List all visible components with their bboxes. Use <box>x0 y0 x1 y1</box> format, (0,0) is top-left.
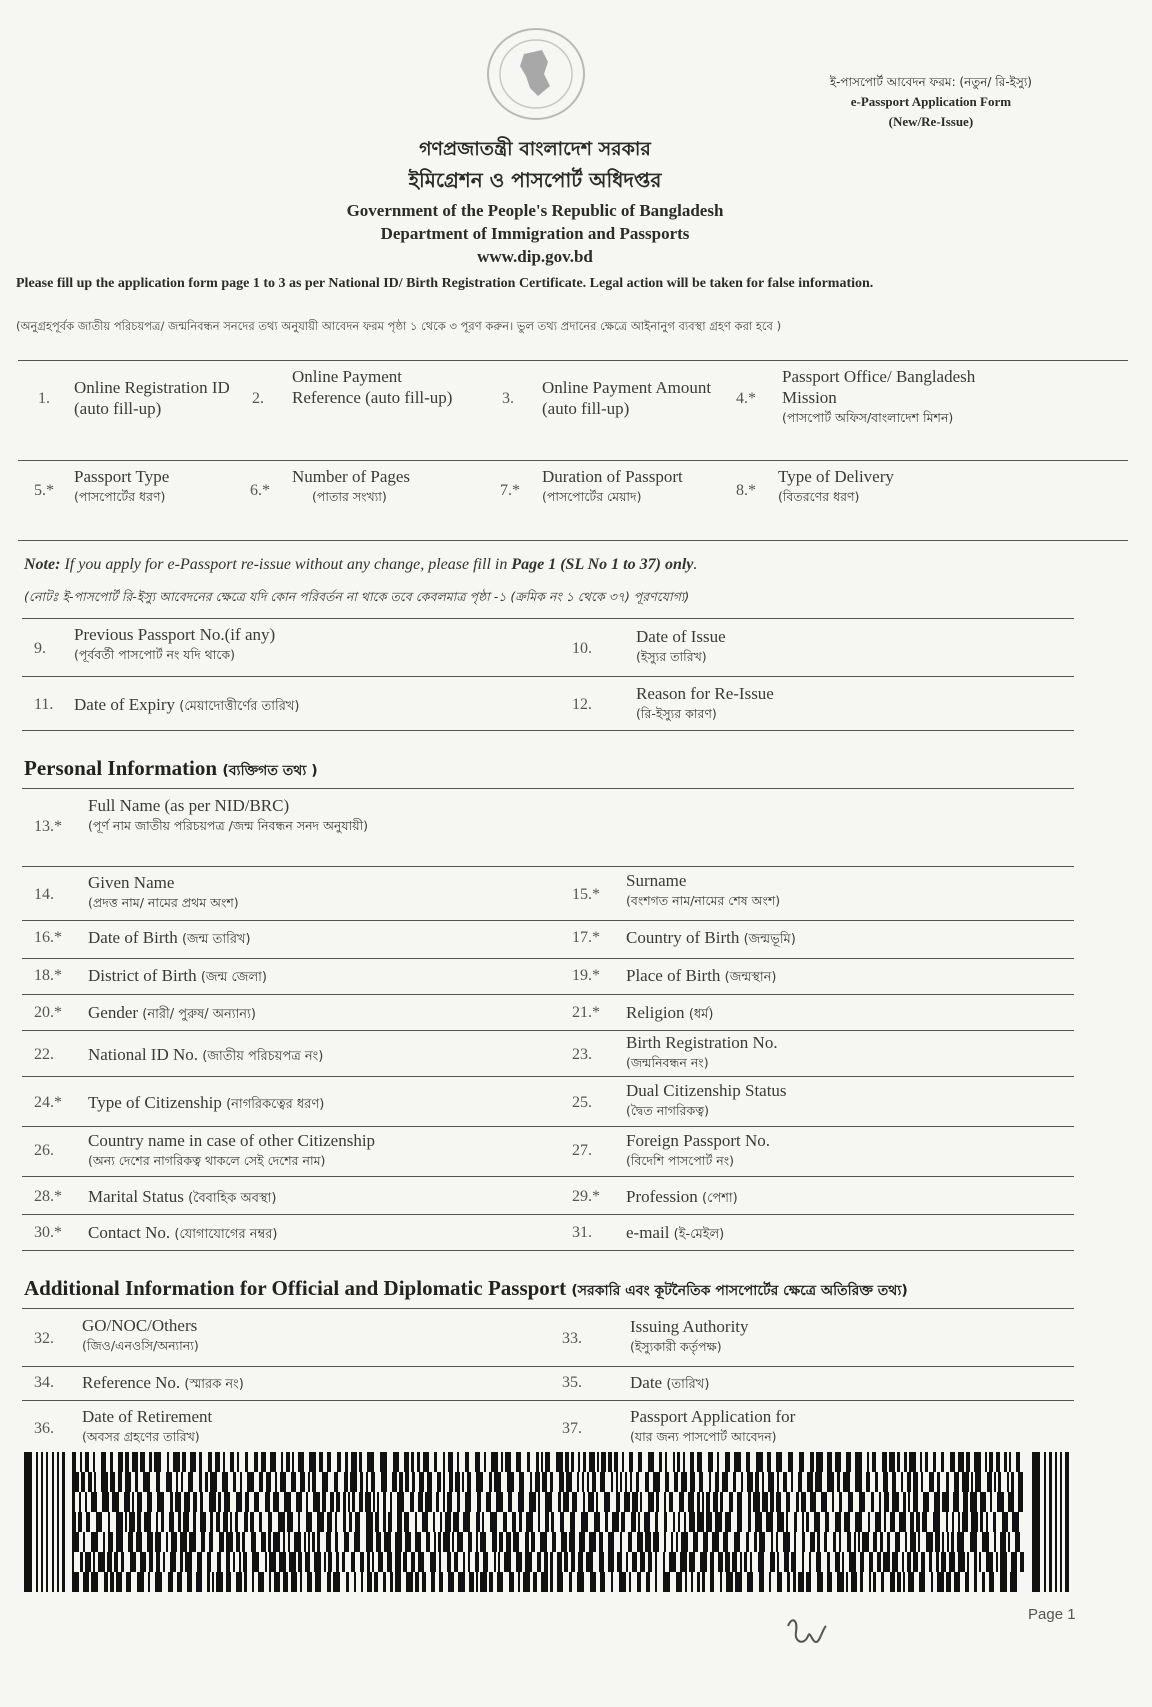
field-7-label-bn: (পাসপোর্টের মেয়াদ) <box>542 489 642 504</box>
field-35-label <box>630 1372 930 1395</box>
field-33-label <box>630 1316 930 1357</box>
additional-info-heading <box>24 1276 908 1303</box>
field-31-label-en: e-mail <box>626 1223 670 1242</box>
field-15-label <box>626 870 926 911</box>
field-7-label <box>542 466 732 507</box>
field-3-label: Online Payment Amount (auto fill-up) <box>542 378 712 418</box>
field-23-number: 23. <box>572 1046 592 1063</box>
field-13-label <box>88 795 378 836</box>
field-27-label-bn: (বিদেশি পাসপোর্ট নং) <box>626 1153 734 1168</box>
instructions-en: Please fill up the application form page 1 to 3 as per National ID/ Birth Registration Certificate. Legal action will be taken for false information. <box>16 276 874 291</box>
field-16-label-en: Date of Birth <box>88 928 178 947</box>
field-13-number: 13.* <box>34 818 62 835</box>
field-30-label-bn: (যোগাযোগের নম্বর) <box>174 1227 278 1242</box>
field-29-label-bn: (পেশা) <box>702 1191 738 1206</box>
field-36-label <box>82 1406 462 1447</box>
field-18-number: 18.* <box>34 967 62 984</box>
dept-title-en: Department of Immigration and Passports <box>380 224 690 243</box>
field-16-number: 16.* <box>34 929 62 946</box>
field-33-number: 33. <box>562 1330 582 1347</box>
field-25-number: 25. <box>572 1094 592 1111</box>
field-27-label <box>626 1130 926 1171</box>
instructions-bn: (অনুগ্রহপূর্বক জাতীয় পরিচয়পত্র/ জন্মনিবন্ধন সনদের তথ্য অনুযায়ী আবেদন ফরম পৃষ্ঠা ১ থেকে ৩ পূরণ করুন। ভুল তথ্য প্রদানের ক্ষেত্রে আইনানুগ ব্যবস্থা গ্রহণ করা হবে ) <box>16 319 782 333</box>
signature-mark <box>782 1612 838 1652</box>
field-36-label-bn: (অবসর গ্রহণের তারিখ) <box>82 1429 200 1444</box>
field-31-label-bn: (ই-মেইল) <box>673 1227 725 1242</box>
field-20-label-bn: (নারী/ পুরুষ/ অন্যান্য) <box>142 1007 256 1022</box>
field-4-label <box>782 366 1022 428</box>
field-18-label-bn: (জন্ম জেলা) <box>200 970 267 985</box>
form-title-en: e-Passport Application Form <box>850 94 1012 109</box>
field-27-label-en: Foreign Passport No. <box>626 1131 771 1150</box>
field-20-label-en: Gender <box>88 1003 139 1022</box>
gov-title-bn: গণপ্রজাতন্ত্রী বাংলাদেশ সরকার <box>419 138 651 160</box>
field-35-label-en: Date <box>630 1373 663 1392</box>
page-number: Page 1 <box>1028 1606 1076 1623</box>
field-37-label-en: Passport Application for <box>630 1407 796 1426</box>
field-10-label <box>636 626 886 667</box>
field-29-label-en: Profession <box>626 1187 698 1206</box>
field-30-number: 30.* <box>34 1224 62 1241</box>
field-21-label-bn: (ধর্ম) <box>688 1007 714 1022</box>
form-title-block <box>830 72 1032 132</box>
field-9-label-bn: (পূর্ববর্তী পাসপোর্ট নং যদি থাকে) <box>74 647 235 662</box>
field-11-label <box>74 694 494 717</box>
gov-title-en: Government of the People's Republic of Bangladesh <box>346 201 724 220</box>
field-20-number: 20.* <box>34 1004 62 1021</box>
field-4-number: 4.* <box>736 390 756 407</box>
field-25-label <box>626 1080 926 1121</box>
field-17-label-en: Country of Birth <box>626 928 740 947</box>
field-6-label-bn: (পাতার সংখ্যা) <box>312 489 387 504</box>
field-17-label <box>626 927 1046 950</box>
additional-info-title-en: Additional Information for Official and Diplomatic Passport <box>24 1276 567 1300</box>
field-35-label-bn: (তারিখ) <box>666 1377 710 1392</box>
field-8-number: 8.* <box>736 482 756 499</box>
field-24-label-en: Type of Citizenship <box>88 1093 222 1112</box>
field-19-number: 19.* <box>572 967 600 984</box>
field-12-label <box>636 683 886 724</box>
field-9-label <box>74 624 494 665</box>
field-20-label <box>88 1002 508 1025</box>
field-21-number: 21.* <box>572 1004 600 1021</box>
field-22-label-en: National ID No. <box>88 1045 199 1064</box>
form-title-bn: ই-পাসপোর্ট আবেদন ফরম: (নতুন/ রি-ইস্যু) <box>829 75 1032 89</box>
field-37-label <box>630 1406 930 1447</box>
field-16-label <box>88 927 508 950</box>
field-1-number: 1. <box>38 390 50 407</box>
field-29-label <box>626 1186 1046 1209</box>
field-23-label <box>626 1032 926 1073</box>
field-2-number: 2. <box>252 390 264 407</box>
field-26-label-en: Country name in case of other Citizenship <box>88 1131 376 1150</box>
field-19-label-bn: (জন্মস্থান) <box>724 970 777 985</box>
field-5-label-bn: (পাসপোর্টের ধরণ) <box>74 489 166 504</box>
dept-title-bn: ইমিগ্রেশন ও পাসপোর্ট অধিদপ্তর <box>408 168 662 192</box>
pdf417-barcode <box>24 1452 1074 1592</box>
note-end: . <box>693 556 698 573</box>
field-4-label-bn: (পাসপোর্ট অফিস/বাংলাদেশ মিশন) <box>782 410 954 425</box>
form-subtitle-en: (New/Re-Issue) <box>888 114 974 129</box>
field-15-label-en: Surname <box>626 871 687 890</box>
field-13-label-en: Full Name (as per NID/BRC) <box>88 796 290 815</box>
field-19-label-en: Place of Birth <box>626 966 721 985</box>
field-5-number: 5.* <box>34 482 54 499</box>
field-2-label: Online Payment Reference (auto fill-up) <box>292 367 453 407</box>
field-31-number: 31. <box>572 1224 592 1241</box>
field-34-label <box>82 1372 502 1395</box>
personal-info-title-bn: (ব্যক্তিগত তথ্য ) <box>222 763 318 779</box>
government-seal-icon <box>478 26 594 122</box>
field-34-label-bn: (স্মারক নং) <box>184 1377 244 1392</box>
field-34-label-en: Reference No. <box>82 1373 181 1392</box>
reissue-note-en <box>24 556 697 574</box>
field-4-label-en: Passport Office/ Bangladesh Mission <box>782 367 976 407</box>
field-5-label-en: Passport Type <box>74 467 170 486</box>
field-32-number: 32. <box>34 1330 54 1347</box>
field-25-label-en: Dual Citizenship Status <box>626 1081 787 1100</box>
field-10-number: 10. <box>572 640 592 657</box>
field-23-label-en: Birth Registration No. <box>626 1033 778 1052</box>
field-6-number: 6.* <box>250 482 270 499</box>
additional-info-title-bn: (সরকারি এবং কূটনৈতিক পাসপোর্টের ক্ষেত্রে অতিরিক্ত তথ্য) <box>571 1283 908 1299</box>
field-34-number: 34. <box>34 1374 54 1391</box>
field-15-number: 15.* <box>572 886 600 903</box>
field-27-number: 27. <box>572 1142 592 1159</box>
field-14-number: 14. <box>34 886 54 903</box>
field-13-label-bn: (পূর্ণ নাম জাতীয় পরিচয়পত্র /জন্ম নিবন্ধন সনদ অনুযায়ী) <box>88 818 369 833</box>
field-32-label-bn: (জিও/এনওসি/অন্যান্য) <box>82 1338 199 1353</box>
field-3-number: 3. <box>502 390 514 407</box>
field-6-label <box>292 466 462 507</box>
field-32-label-en: GO/NOC/Others <box>82 1316 198 1335</box>
field-37-number: 37. <box>562 1420 582 1437</box>
note-text: If you apply for e-Passport re-issue without any change, please fill in <box>60 556 512 573</box>
field-22-label <box>88 1044 508 1067</box>
field-10-label-bn: (ইস্যুর তারিখ) <box>636 649 707 664</box>
field-36-label-en: Date of Retirement <box>82 1407 213 1426</box>
field-18-label <box>88 965 508 988</box>
field-12-label-en: Reason for Re-Issue <box>636 684 774 703</box>
field-22-label-bn: (জাতীয় পরিচয়পত্র নং) <box>202 1049 324 1064</box>
field-24-number: 24.* <box>34 1094 62 1111</box>
field-18-label-en: District of Birth <box>88 966 197 985</box>
reissue-note-bn: (নোটঃ ই-পাসপোর্ট রি-ইস্যু আবেদনের ক্ষেত্রে যদি কোন পরিবর্তন না থাকে তবে কেবলমাত্র পৃষ্ঠা -১ (ক্রমিক নং ১ থেকে ৩৭) পূরণযোগ্য) <box>24 589 690 604</box>
field-9-number: 9. <box>34 640 46 657</box>
field-9-label-en: Previous Passport No.(if any) <box>74 625 276 644</box>
field-33-label-en: Issuing Authority <box>630 1317 749 1336</box>
field-5-label <box>74 466 244 507</box>
field-14-label <box>88 872 468 913</box>
note-prefix: Note: <box>24 556 61 573</box>
field-11-label-en: Date of Expiry <box>74 695 176 714</box>
field-7-number: 7.* <box>500 482 520 499</box>
field-30-label-en: Contact No. <box>88 1223 171 1242</box>
field-28-number: 28.* <box>34 1188 62 1205</box>
field-26-number: 26. <box>34 1142 54 1159</box>
field-21-label <box>626 1002 1046 1025</box>
field-37-label-bn: (যার জন্য পাসপোর্ট আবেদন) <box>630 1429 777 1444</box>
field-16-label-bn: (জন্ম তারিখ) <box>181 932 251 947</box>
field-7-label-en: Duration of Passport <box>542 467 683 486</box>
note-bold-text: Page 1 (SL No 1 to 37) only <box>511 556 694 573</box>
field-26-label <box>88 1130 528 1171</box>
field-11-number: 11. <box>34 696 54 713</box>
field-8-label-en: Type of Delivery <box>778 467 894 486</box>
field-28-label-bn: (বৈবাহিক অবস্থা) <box>188 1191 277 1206</box>
field-28-label <box>88 1186 508 1209</box>
personal-info-title-en: Personal Information <box>24 756 218 780</box>
field-31-label <box>626 1222 1046 1245</box>
field-35-number: 35. <box>562 1374 582 1391</box>
field-10-label-en: Date of Issue <box>636 627 726 646</box>
field-21-label-en: Religion <box>626 1003 685 1022</box>
field-30-label <box>88 1222 508 1245</box>
field-12-label-bn: (রি-ইস্যুর কারণ) <box>636 706 717 721</box>
field-8-label <box>778 466 978 507</box>
field-29-number: 29.* <box>572 1188 600 1205</box>
website-link[interactable]: www.dip.gov.bd <box>477 247 593 266</box>
field-24-label-bn: (নাগরিকত্বের ধরণ) <box>226 1097 325 1112</box>
field-12-number: 12. <box>572 696 592 713</box>
field-26-label-bn: (অন্য দেশের নাগরিকত্ব থাকলে সেই দেশের নাম) <box>88 1153 326 1168</box>
field-25-label-bn: (দ্বৈত নাগরিকত্ব) <box>626 1103 709 1118</box>
field-36-number: 36. <box>34 1420 54 1437</box>
field-28-label-en: Marital Status <box>88 1187 184 1206</box>
field-1-label: Online Registration ID (auto fill-up) <box>74 378 230 418</box>
personal-info-heading <box>24 756 318 783</box>
field-6-label-en: Number of Pages <box>292 467 411 486</box>
field-32-label <box>82 1315 462 1356</box>
field-17-label-bn: (জন্মভূমি) <box>743 932 796 947</box>
field-33-label-bn: (ইস্যুকারী কর্তৃপক্ষ) <box>630 1339 722 1354</box>
field-14-label-en: Given Name <box>88 873 175 892</box>
field-15-label-bn: (বংশগত নাম/নামের শেষ অংশ) <box>626 893 781 908</box>
field-11-label-bn: (মেয়াদোত্তীর্ণের তারিখ) <box>179 699 300 714</box>
field-17-number: 17.* <box>572 929 600 946</box>
field-8-label-bn: (বিতরণের ধরণ) <box>778 489 860 504</box>
field-22-number: 22. <box>34 1046 54 1063</box>
field-14-label-bn: (প্রদত্ত নাম/ নামের প্রথম অংশ) <box>88 895 239 910</box>
field-23-label-bn: (জন্মনিবন্ধন নং) <box>626 1055 709 1070</box>
field-19-label <box>626 965 1046 988</box>
field-24-label <box>88 1092 508 1115</box>
